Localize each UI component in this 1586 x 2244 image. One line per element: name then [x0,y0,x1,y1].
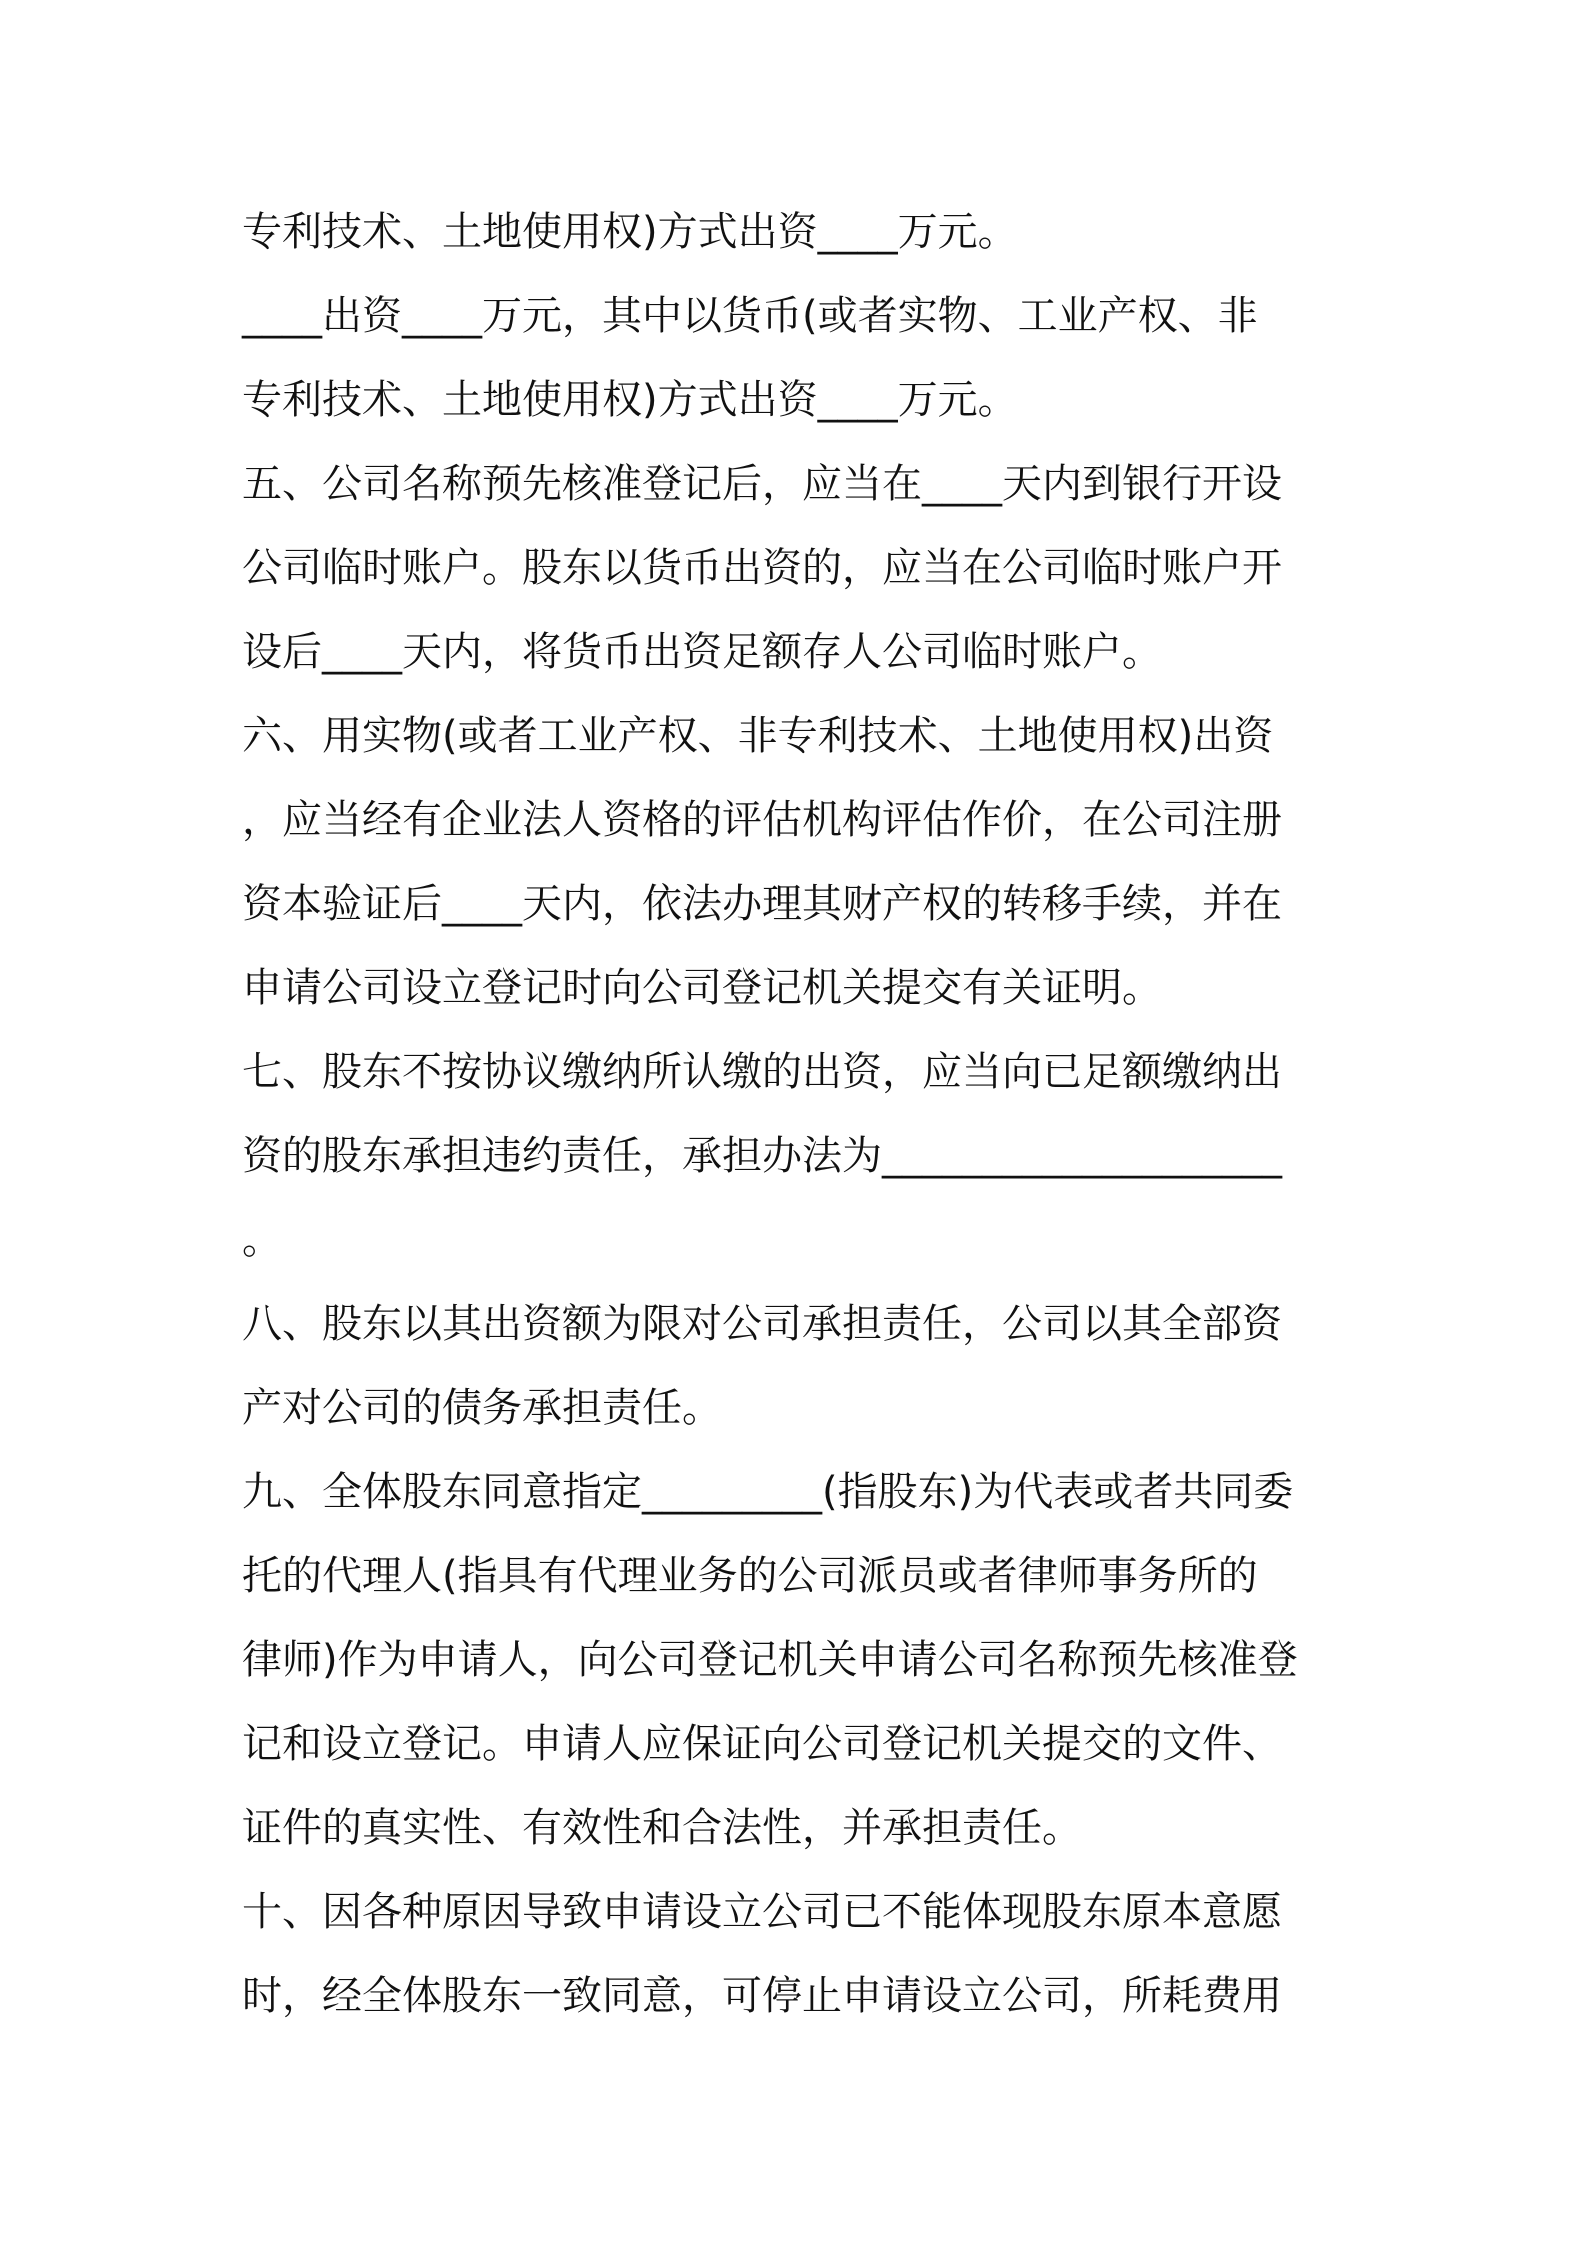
text-line: 律师)作为申请人，向公司登记机关申请公司名称预先核准登 [242,1637,1298,1683]
text-line: 专利技术、土地使用权)方式出资____万元。 [242,377,1018,423]
text-line: 八、股东以其出资额为限对公司承担责任，公司以其全部资 [242,1301,1282,1347]
text-line: 记和设立登记。申请人应保证向公司登记机关提交的文件、 [242,1721,1282,1767]
text-line: 产对公司的债务承担责任。 [242,1385,722,1431]
document-page [242,190,1362,2038]
text-line: 十、因各种原因导致申请设立公司已不能体现股东原本意愿 [242,1889,1282,1935]
text-line: ，应当经有企业法人资格的评估机构评估作价，在公司注册 [242,797,1282,843]
text-line: 资的股东承担违约责任，承担办法为____________________ [242,1133,1282,1179]
text-line: 托的代理人(指具有代理业务的公司派员或者律师事务所的 [242,1553,1258,1599]
text-line: 公司临时账户。股东以货币出资的，应当在公司临时账户开 [242,545,1282,591]
text-line: 资本验证后____天内，依法办理其财产权的转移手续，并在 [242,881,1282,927]
text-line: 六、用实物(或者工业产权、非专利技术、土地使用权)出资 [242,713,1274,759]
text-line: 申请公司设立登记时向公司登记机关提交有关证明。 [242,965,1162,1011]
text-line: 。 [242,1217,282,1263]
text-line: 九、全体股东同意指定_________(指股东)为代表或者共同委 [242,1469,1294,1515]
text-line: 七、股东不按协议缴纳所认缴的出资，应当向已足额缴纳出 [242,1049,1282,1095]
text-line: 设后____天内，将货币出资足额存人公司临时账户。 [242,629,1162,675]
text-line: 专利技术、土地使用权)方式出资____万元。 [242,209,1018,255]
text-line: 证件的真实性、有效性和合法性，并承担责任。 [242,1805,1082,1851]
text-line: 五、公司名称预先核准登记后，应当在____天内到银行开设 [242,461,1282,507]
text-line: ____出资____万元，其中以货币(或者实物、工业产权、非 [242,293,1258,339]
text-line: 时，经全体股东一致同意，可停止申请设立公司，所耗费用 [242,1973,1282,2019]
